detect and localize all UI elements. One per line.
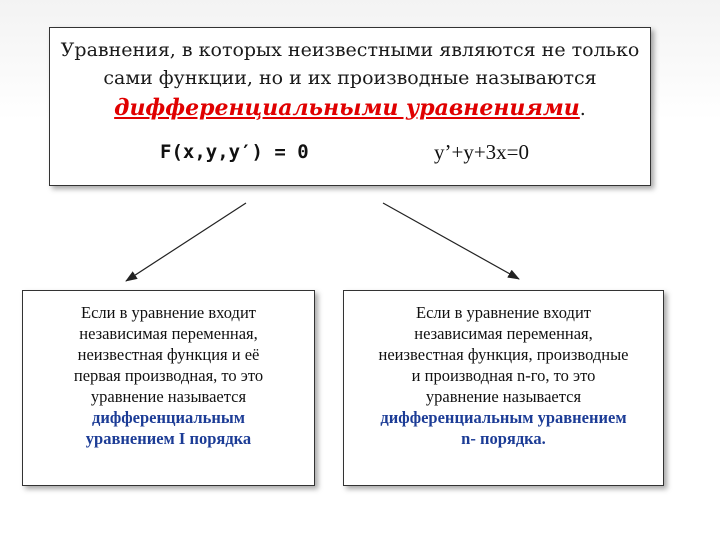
definition-line-1: Уравнения, в которых неизвестными являются не только — [60, 39, 640, 61]
first-order-line: независимая переменная, — [79, 324, 258, 343]
first-order-line: первая производная, то это — [73, 366, 264, 385]
definition-term: дифференциальными уравнениями — [114, 95, 580, 121]
first-order-text — [29, 302, 308, 449]
nth-order-line: уравнение называется — [425, 387, 582, 406]
nth-order-line: Если в уравнение входит — [415, 303, 591, 322]
definition-line-2: сами функции, но и их производные называются — [103, 67, 597, 89]
nth-order-box — [343, 290, 664, 486]
arrow-right — [383, 203, 519, 279]
arrow-left — [126, 203, 246, 281]
nth-order-line: независимая переменная, — [414, 324, 593, 343]
nth-order-line: и производная n-го, то это — [411, 366, 596, 385]
nth-order-term: n- порядка. — [461, 429, 546, 448]
nth-order-term: дифференциальным уравнением — [380, 408, 627, 427]
first-order-term: уравнением I порядка — [85, 429, 252, 448]
first-order-line: уравнение называется — [90, 387, 247, 406]
first-order-line: Если в уравнение входит — [80, 303, 256, 322]
nth-order-text — [350, 302, 657, 449]
definition-term-period: . — [579, 98, 586, 120]
general-formula: F(x,y,y′) = 0 — [160, 141, 309, 163]
example-formula: y’+y+3x=0 — [434, 140, 530, 164]
nth-order-line: неизвестная функция, производные — [378, 345, 629, 364]
first-order-term: дифференциальным — [91, 408, 246, 427]
first-order-line: неизвестная функция и её — [77, 345, 260, 364]
first-order-box — [22, 290, 315, 486]
